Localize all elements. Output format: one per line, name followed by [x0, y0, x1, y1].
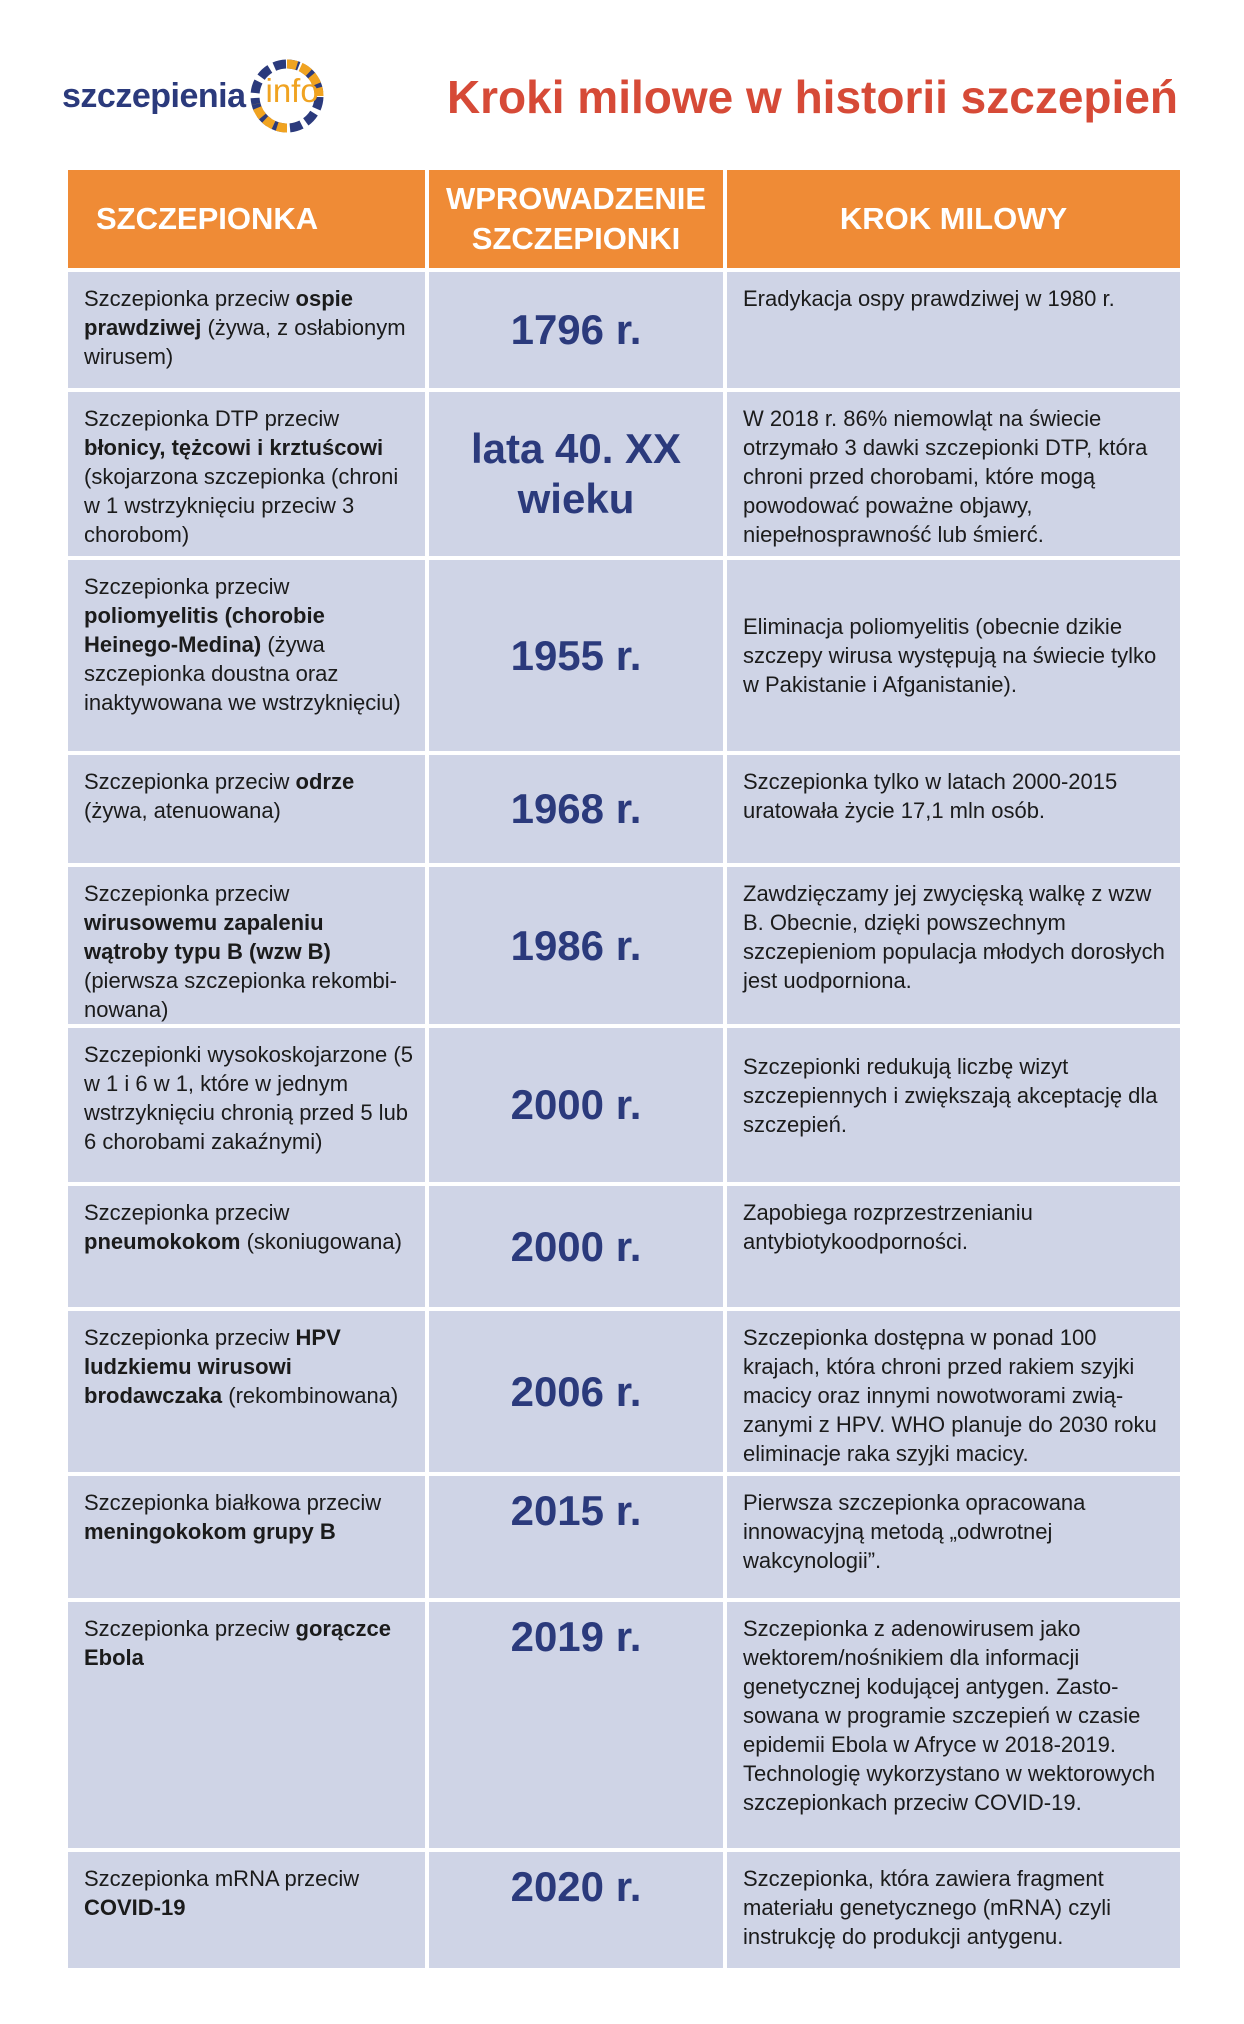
year-cell: [427, 1184, 725, 1309]
table-row: [66, 390, 1182, 558]
year-cell: [427, 753, 725, 865]
milestone-cell: Eliminacja poliomyelitis (obecnie dzikie szczepy wirusa występują na świecie tylko w Pakistanie i Afganistanie).: [725, 558, 1182, 753]
vaccine-cell: Szczepionka przeciw poliomyelitis (chorobie Heinego-Medina) (żywa szczepionka doustna oraz inaktywowana we wstrzyknięciu): [66, 558, 427, 753]
milestone-cell: Szczepionki redukują liczbę wizyt szczepiennych i zwiększają akceptację dla szczepień.: [725, 1026, 1182, 1184]
milestone-cell: Szczepionka tylko w latach 2000-2015 uratowała życie 17,1 mln osób.: [725, 753, 1182, 865]
table-row: [66, 753, 1182, 865]
vaccine-cell: Szczepionka przeciw odrze (żywa, atenuowana): [66, 753, 427, 865]
year-cell: [427, 1850, 725, 1970]
milestone-cell: Szczepionka, która zawiera fragment materiału genetycznego (mRNA) czyli instrukcję do produkcji antygenu.: [725, 1850, 1182, 1970]
milestone-cell: Pierwsza szczepionka opracowana innowacyjną metodą „odwrotnej wakcynologii”.: [725, 1474, 1182, 1600]
table-row: [66, 1600, 1182, 1850]
milestone-cell: Eradykacja ospy prawdziwej w 1980 r.: [725, 270, 1182, 390]
vaccine-cell: Szczepionka przeciw ospie prawdziwej (żywa, z osłabionym wirusem): [66, 270, 427, 390]
vaccine-cell: Szczepionka białkowa przeciw meningokokom grupy B: [66, 1474, 427, 1600]
year-cell: [427, 558, 725, 753]
logo-ring-icon: [247, 56, 327, 136]
vaccine-cell: Szczepionka przeciw HPV ludzkiemu wirusowi brodawczaka (rekombinowana): [66, 1309, 427, 1474]
vaccine-cell: Szczepionka mRNA przeciw COVID-19: [66, 1850, 427, 1970]
milestone-cell: Szczepionka dostępna w ponad 100 krajach, która chroni przed rakiem szyjki macicy oraz innymi nowotworami zwią-zanymi z HPV. WHO planuje do 2030 roku eliminacje raka szyjki macicy.: [725, 1309, 1182, 1474]
year-value: 1968 r.: [510, 785, 642, 832]
vaccine-cell: Szczepionka przeciw pneumokokom (skoniugowana): [66, 1184, 427, 1309]
year-cell: [427, 865, 725, 1026]
year-value: 2015 r.: [510, 1487, 642, 1534]
year-value: 2000 r.: [510, 1222, 642, 1270]
milestone-cell: Zawdzięczamy jej zwycięską walkę z wzw B. Obecnie, dzięki powszechnym szczepieniom populacja młodych dorosłych jest uodporniona.: [725, 865, 1182, 1026]
year-value: 1986 r.: [510, 921, 642, 969]
header: [0, 0, 1244, 165]
vaccine-cell: Szczepionka przeciw wirusowemu zapaleniu wątroby typu B (wzw B) (pierwsza szczepionka rekombi-nowana): [66, 865, 427, 1026]
logo-suffix: info: [265, 72, 319, 109]
milestones-table: [64, 166, 1184, 1972]
year-value: 2019 r.: [510, 1613, 642, 1660]
milestone-cell: Szczepionka z adenowirusem jako wektorem/nośnikiem dla informacji genetycznej kodującej antygen. Zasto-sowana w programie szczepień w czasie epidemii Ebola w Afryce w 2018-2019. Technologię wykorzystano w wektorowych szczepionkach przeciw COVID-19.: [725, 1600, 1182, 1850]
column-header-vaccine: SZCZEPIONKA: [66, 168, 427, 270]
table-row: [66, 270, 1182, 390]
logo[interactable]: [62, 56, 327, 136]
milestone-cell: Zapobiega rozprzestrzenianiu antybiotykoodporności.: [725, 1184, 1182, 1309]
milestone-cell: W 2018 r. 86% niemowląt na świecie otrzymało 3 dawki szczepionki DTP, która chroni przed chorobami, które mogą powodować poważne objawy, niepełnosprawność lub śmierć.: [725, 390, 1182, 558]
column-header-introduction: WPROWADZENIE SZCZEPIONKI: [427, 168, 725, 270]
vaccine-cell: Szczepionka przeciw gorączce Ebola: [66, 1600, 427, 1850]
year-cell: [427, 390, 725, 558]
table-row: [66, 558, 1182, 753]
year-cell: [427, 1600, 725, 1850]
table-header-row: [66, 168, 1182, 270]
table-row: [66, 865, 1182, 1026]
year-value: 1955 r.: [510, 631, 642, 679]
year-value: 2000 r.: [510, 1081, 642, 1128]
vaccine-cell: Szczepionka DTP przeciw błonicy, tężcowi i krztuścowi (skojarzona szczepionka (chroni w 1 wstrzyknięciu przeciw 3 chorobom): [66, 390, 427, 558]
year-value: 2006 r.: [510, 1367, 642, 1415]
table-row: [66, 1850, 1182, 1970]
year-value: 2020 r.: [510, 1863, 642, 1910]
table-row: [66, 1309, 1182, 1474]
year-cell: [427, 1309, 725, 1474]
column-header-milestone: KROK MILOWY: [725, 168, 1182, 270]
year-cell: [427, 1026, 725, 1184]
year-cell: [427, 270, 725, 390]
table-row: [66, 1474, 1182, 1600]
page-title: Kroki milowe w historii szczepień: [446, 71, 1178, 123]
year-value: 1796 r.: [510, 306, 642, 353]
logo-text: szczepienia: [62, 76, 246, 115]
table-row: [66, 1184, 1182, 1309]
year-value: lata 40. XX wieku: [470, 425, 682, 522]
year-cell: [427, 1474, 725, 1600]
table-row: [66, 1026, 1182, 1184]
vaccine-cell: Szczepionki wysokoskojarzone (5 w 1 i 6 w 1, które w jednym wstrzyknięciu chronią przed 5 lub 6 chorobami zakaźnymi): [66, 1026, 427, 1184]
